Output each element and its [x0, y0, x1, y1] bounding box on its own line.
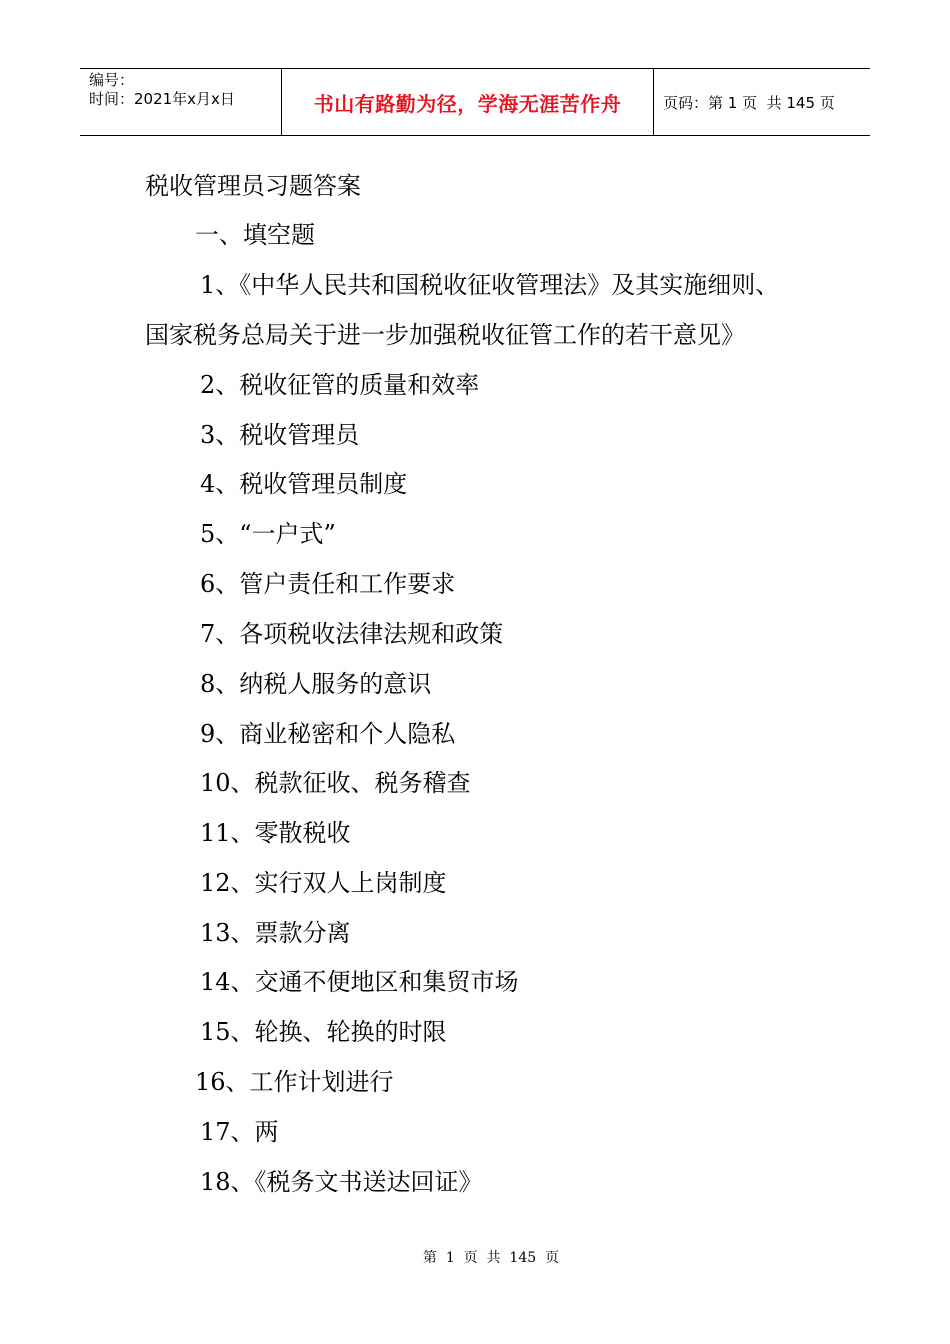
- answer-item: 2、税收征管的质量和效率: [200, 371, 480, 399]
- answer-item: 6、管户责任和工作要求: [200, 570, 456, 598]
- answer-item: 7、各项税收法律法规和政策: [200, 620, 504, 648]
- section-heading: 一、填空题: [195, 221, 315, 249]
- document-header: [80, 68, 870, 136]
- answer-item: 8、纳税人服务的意识: [200, 670, 432, 698]
- answer-item: 4、税收管理员制度: [200, 470, 408, 498]
- answer-item: 14、交通不便地区和集贸市场: [200, 968, 519, 996]
- answer-item: 18、《税务文书送达回证》: [200, 1168, 483, 1196]
- answer-item-continuation: 国家税务总局关于进一步加强税收征管工作的若干意见》: [145, 321, 745, 349]
- number-label: 编号：: [89, 71, 135, 89]
- page-footer: 第 1 页 共 145 页: [422, 1250, 560, 1266]
- header-motto-cell: [282, 69, 654, 135]
- answer-item: 5、“一户式”: [200, 520, 336, 548]
- answer-item: 11、零散税收: [200, 819, 351, 847]
- answer-item: 1、《中华人民共和国税收征收管理法》及其实施细则、: [200, 271, 780, 299]
- answer-item: 10、税款征收、税务稽查: [200, 769, 471, 797]
- answer-item: 9、商业秘密和个人隐私: [200, 720, 456, 748]
- document-title: 税收管理员习题答案: [145, 172, 361, 200]
- header-meta-cell: [80, 69, 282, 135]
- motto-text: 书山有路勤为径，学海无涯苦作舟: [313, 91, 622, 116]
- answer-item: 3、税收管理员: [200, 421, 360, 449]
- header-page-cell: [654, 69, 870, 135]
- answer-item: 17、两: [200, 1118, 279, 1146]
- time-label: 时间：2021年x月x日: [89, 90, 235, 108]
- answer-item: 13、票款分离: [200, 919, 351, 947]
- answer-item: 15、轮换、轮换的时限: [200, 1018, 447, 1046]
- page-info: 页码：第 1 页 共 145 页: [663, 93, 835, 112]
- answer-item: 16、工作计划进行: [195, 1068, 394, 1096]
- answer-item: 12、实行双人上岗制度: [200, 869, 447, 897]
